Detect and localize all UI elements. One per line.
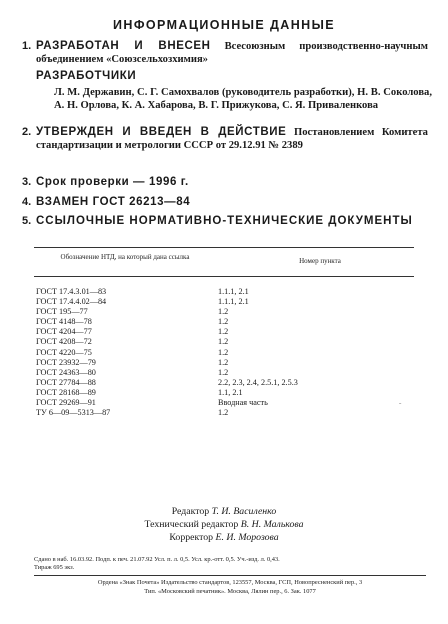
table-cell-document: ГОСТ 28168—89 xyxy=(36,387,96,397)
table-top-rule xyxy=(34,247,414,248)
table-header-clause: Номер пункта xyxy=(299,257,341,265)
section-text: ВЗАМЕН ГОСТ 26213—84 xyxy=(36,196,191,208)
table-header-document: Обозначение НТД, на который дана ссылка xyxy=(60,253,190,261)
table-cell-clause: 1.2 xyxy=(218,357,229,367)
corrector-line xyxy=(0,531,448,544)
section-heading: РАЗРАБОТАН И ВНЕСЕН xyxy=(36,40,211,52)
section-text: Постановлением Комитета стандартизации и метрологии СССР от 29.12.91 № 2389 xyxy=(36,127,428,151)
table-cell-document: ГОСТ 23932—79 xyxy=(36,357,96,367)
table-cell-document: ГОСТ 17.4.4.02—84 xyxy=(36,297,107,307)
printer-line: Тип. «Московский печатник». Москва, Лялин пер., 6. Зак. 1077 xyxy=(144,588,316,595)
tech-editor-label: Технический редактор xyxy=(144,519,239,530)
imprint-line-1: Сдано в наб. 16.03.92. Подп. к печ. 21.07.92 Усл. п. л. 0,5. Усл. кр.-отт. 0,5. Уч.-изд. л. 0,43. xyxy=(34,556,280,563)
table-cell-document: ГОСТ 195—77 xyxy=(36,307,88,317)
margin-mark: ˇ xyxy=(399,402,402,410)
corrector-name: Е. И. Морозова xyxy=(215,532,279,543)
table-cell-document: ГОСТ 24363—80 xyxy=(36,367,96,377)
footer-rule xyxy=(34,575,426,576)
table-cell-clause: 1.2 xyxy=(218,337,229,347)
section-number: 5. xyxy=(22,215,32,227)
editor-line xyxy=(0,505,448,518)
table-cell-clause: 1.1.1, 2.1 xyxy=(218,297,249,307)
section-review-date xyxy=(22,176,428,190)
section-replaces xyxy=(22,196,428,210)
section-references xyxy=(22,215,416,229)
section-number: 2. xyxy=(22,126,32,138)
table-cell-clause: 1.2 xyxy=(218,317,229,327)
section-heading: УТВЕРЖДЕН И ВВЕДЕН В ДЕЙСТВИЕ xyxy=(36,126,287,138)
developers-heading-block xyxy=(36,70,428,84)
tech-editor-line xyxy=(0,518,448,531)
table-cell-clause: 2.2, 2.3, 2.4, 2.5.1, 2.5.3 xyxy=(218,377,298,387)
page-title: ИНФОРМАЦИОННЫЕ ДАННЫЕ xyxy=(113,18,335,32)
table-cell-document: ГОСТ 4220—75 xyxy=(36,347,92,357)
table-cell-clause: 1.2 xyxy=(218,307,229,317)
table-cell-clause: 1.2 xyxy=(218,367,229,377)
developers-list: Л. М. Державин, С. Г. Самохвалов (руководитель разработки), Н. В. Соколова, А. Н. Орлова, К. А. Хабарова, В. Г. Прижукова, С. Я. Приваленкова xyxy=(54,87,432,111)
table-cell-clause: Вводная часть xyxy=(218,398,268,408)
editor-name: Т. И. Василенко xyxy=(211,506,277,517)
section-number: 4. xyxy=(22,196,32,208)
table-column-documents xyxy=(36,287,110,418)
table-column-clauses xyxy=(218,287,298,418)
section-developed xyxy=(22,40,428,66)
table-cell-document: ГОСТ 4204—77 xyxy=(36,327,92,337)
section-number: 1. xyxy=(22,40,32,52)
table-cell-clause: 1.1.1, 2.1 xyxy=(218,287,249,296)
editor-label: Редактор xyxy=(171,506,210,517)
section-text: Всесоюзным производственно-научным объединением «Союзсельхозхимия» xyxy=(36,41,428,65)
table-cell-clause: 1.1, 2.1 xyxy=(218,387,243,397)
developers-heading: РАЗРАБОТЧИКИ xyxy=(36,70,137,82)
publisher-line: Ордена «Знак Почета» Издательство стандартов, 123557, Москва, ГСП, Новопресненский пер., 3 xyxy=(97,579,363,586)
tech-editor-name: В. Н. Малькова xyxy=(240,519,304,530)
table-cell-document: ГОСТ 17.4.3.01—83 xyxy=(36,287,107,296)
table-header-rule xyxy=(34,276,414,277)
table-cell-clause: 1.2 xyxy=(218,408,229,418)
imprint-line-2: Тираж 695 экз. xyxy=(34,564,75,571)
section-text: ССЫЛОЧНЫЕ НОРМАТИВНО-ТЕХНИЧЕСКИЕ ДОКУМЕНТЫ xyxy=(36,215,413,227)
section-number: 3. xyxy=(22,176,32,188)
table-cell-document: ГОСТ 29269—91 xyxy=(36,398,96,408)
table-cell-clause: 1.2 xyxy=(218,347,229,357)
table-cell-clause: 1.2 xyxy=(218,327,229,337)
table-cell-document: ГОСТ 4148—78 xyxy=(36,317,92,327)
section-approved xyxy=(22,126,428,152)
section-text: Срок проверки — 1996 г. xyxy=(36,176,189,188)
corrector-label: Корректор xyxy=(169,532,214,543)
table-cell-document: ТУ 6—09—5313—87 xyxy=(36,408,111,418)
table-cell-document: ГОСТ 27784—88 xyxy=(36,377,96,387)
table-cell-document: ГОСТ 4208—72 xyxy=(36,337,92,347)
